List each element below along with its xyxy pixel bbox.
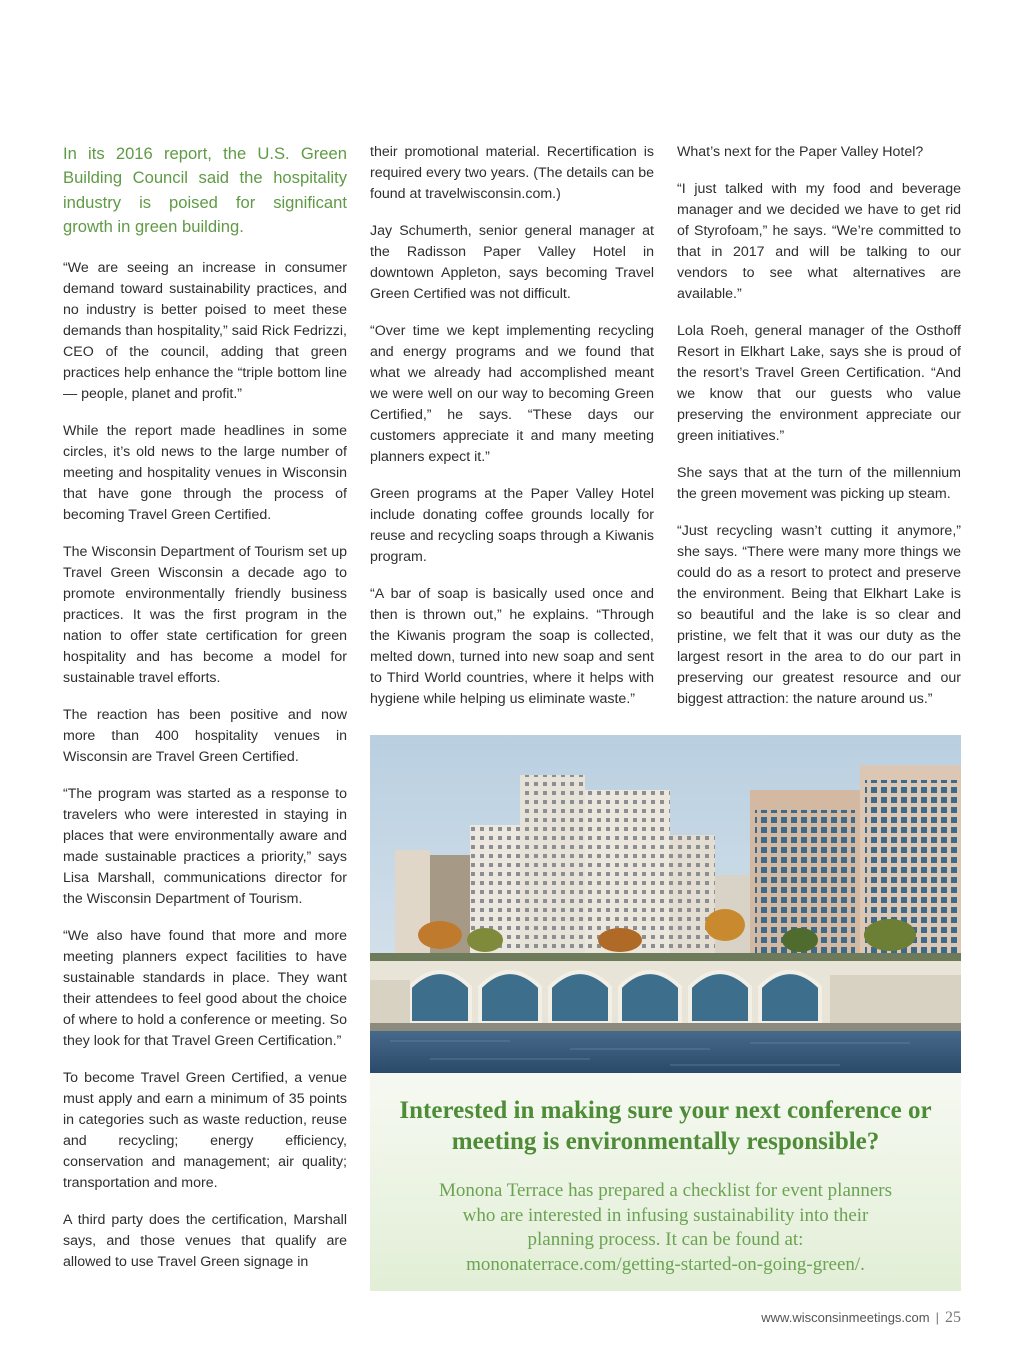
callout-box <box>370 1073 961 1291</box>
lead-paragraph: In its 2016 report, the U.S. Green Building Council said the hospitality industry is poised for significant growth in green building. <box>63 144 347 237</box>
paragraph: “Just recycling wasn’t cutting it anymore,” she says. “There were many more things we could do as a resort to protect and preserve the environment. Being that Elkhart Lake is so beautiful and the lake is so clear and pristine, we felt that it was our duty as the largest resort in the area to do our part in preserving our greatest resource and our biggest attraction: the nature around us.” <box>677 523 961 707</box>
paragraph: “I just talked with my food and beverage manager and we decided we have to get rid of Styrofoam,” he says. “We’re committed to that in 2017 and will be talking to our vendors to see what alternatives are available.” <box>677 181 961 302</box>
page-footer <box>761 1309 961 1327</box>
paragraph: “The program was started as a response to travelers who were interested in staying in places that were environmentally aware and made sustainable practices a priority,” says Lisa Marshall, communications director for the Wisconsin Department of Tourism. <box>63 785 347 907</box>
paragraph: their promotional material. Recertification is required every two years. (The details can be found at travelwisconsin.com.) <box>370 144 654 202</box>
paragraph: “We are seeing an increase in consumer demand toward sustainability practices, and no industry is better poised to meet these demands than hospitality,” said Rick Fedrizzi, CEO of the council, adding that green practices help enhance the “triple bottom line — people, planet and profit.” <box>63 259 347 402</box>
paragraph: “A bar of soap is basically used once and then is thrown out,” he explains. “Through the Kiwanis program the soap is collected, melted down, turned into new soap and sent to Third World countries, where it helps with hygiene while helping us eliminate waste.” <box>370 586 654 707</box>
footer-separator: | <box>935 1310 939 1325</box>
article-column-3 <box>677 142 961 726</box>
paragraph: Jay Schumerth, senior general manager at the Radisson Paper Valley Hotel in downtown Appleton, says becoming Travel Green Certified was not difficult. <box>370 223 654 302</box>
paragraph: “We also have found that more and more meeting planners expect facilities to have sustainable standards in place. They want their attendees to feel good about the choice of where to hold a conference or meeting. So they look for that Travel Green Certification.” <box>63 927 347 1049</box>
paragraph: Lola Roeh, general manager of the Osthoff Resort in Elkhart Lake, says she is proud of the resort’s Travel Green Certification. “And we know that our guests who value preserving the environment appreciate our green initiatives.” <box>677 323 961 444</box>
paragraph: She says that at the turn of the millennium the green movement was picking up steam. <box>677 465 961 502</box>
paragraph: A third party does the certification, Marshall says, and those venues that qualify are allowed to use Travel Green signage in <box>63 1211 347 1270</box>
monona-terrace-photo <box>370 735 961 1073</box>
paragraph: “Over time we kept implementing recycling and energy programs and we found that what we already had accomplished meant we were well on our way to becoming Green Certified,” he says. “These days our customers appreciate it and many meeting planners expect it.” <box>370 323 654 465</box>
article-column-1 <box>63 142 347 1289</box>
paragraph: To become Travel Green Certified, a venue must apply and earn a minimum of 35 points in categories such as waste reduction, reuse and recycling; energy efficiency, conservation and management; air quality; transportation and more. <box>63 1069 347 1191</box>
paragraph: While the report made headlines in some circles, it’s old news to the large number of meeting and hospitality venues in Wisconsin that have gone through the process of becoming Travel Green Certified. <box>63 422 347 523</box>
paragraph: The Wisconsin Department of Tourism set up Travel Green Wisconsin a decade ago to promote environmentally friendly business practices. It was the first program in the nation to offer state certification for green hospitality and has become a model for sustainable travel efforts. <box>63 543 347 686</box>
article-column-2 <box>370 142 654 726</box>
page-number: 25 <box>945 1309 961 1326</box>
paragraph: The reaction has been positive and now more than 400 hospitality venues in Wisconsin are Travel Green Certified. <box>63 706 347 765</box>
footer-url: www.wisconsinmeetings.com <box>761 1310 930 1325</box>
callout-headline: Interested in making sure your next conference or meeting is environmentally responsible? <box>399 1097 932 1155</box>
paragraph: Green programs at the Paper Valley Hotel include donating coffee grounds locally for reuse and recycling soaps through a Kiwanis program. <box>370 486 654 565</box>
callout-body: Monona Terrace has prepared a checklist for event planners who are interested in infusing sustainability into their planning process. It can be found at: mononaterrace.com/getting-started-on-going-green/. <box>438 1180 893 1275</box>
paragraph: What’s next for the Paper Valley Hotel? <box>677 144 924 160</box>
